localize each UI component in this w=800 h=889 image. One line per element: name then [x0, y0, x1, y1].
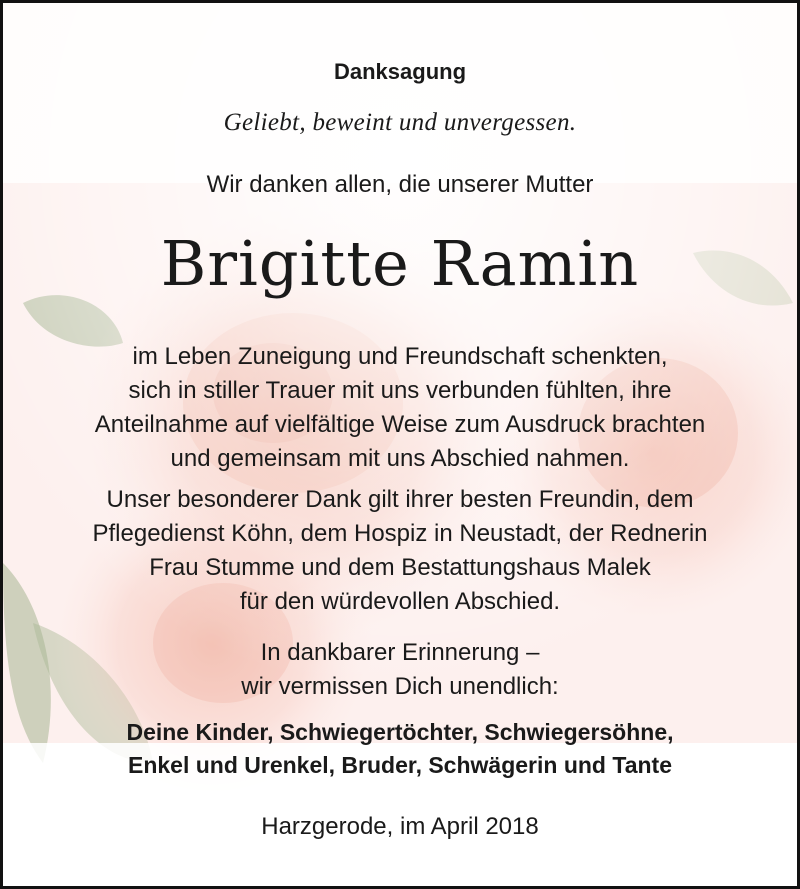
special-thanks-line: Pflegedienst Köhn, dem Hospiz in Neustadt, der Rednerin — [92, 520, 708, 547]
memory-line: In dankbarer Erinnerung – — [260, 639, 540, 666]
special-thanks-line: für den würdevollen Abschied. — [239, 588, 561, 615]
special-thanks-line: Frau Stumme und dem Bestattungshaus Malek — [149, 554, 651, 581]
signers-line: Deine Kinder, Schwiegertöchter, Schwiegersöhne, — [126, 719, 674, 745]
special-thanks-line: Unser besonderer Dank gilt ihrer besten Freundin, dem — [106, 486, 694, 513]
deceased-name: Brigitte Ramin — [160, 227, 640, 300]
memory-line: wir vermissen Dich unendlich: — [241, 673, 559, 700]
thanks-line: sich in stiller Trauer mit uns verbunden fühlten, ihre — [128, 377, 672, 404]
signers-line: Enkel und Urenkel, Bruder, Schwägerin und Tante — [127, 752, 672, 778]
notice-text — [3, 3, 797, 886]
notice-motto: Geliebt, beweint und unvergessen. — [223, 109, 577, 136]
thanks-line: im Leben Zuneigung und Freundschaft schenkten, — [132, 343, 668, 370]
thanks-line: und gemeinsam mit uns Abschied nahmen. — [170, 445, 630, 472]
thanks-line: Anteilnahme auf vielfältige Weise zum Ausdruck brachten — [94, 411, 706, 438]
notice-intro: Wir danken allen, die unserer Mutter — [206, 171, 594, 198]
place-date: Harzgerode, im April 2018 — [261, 813, 539, 840]
notice-heading: Danksagung — [333, 59, 467, 84]
